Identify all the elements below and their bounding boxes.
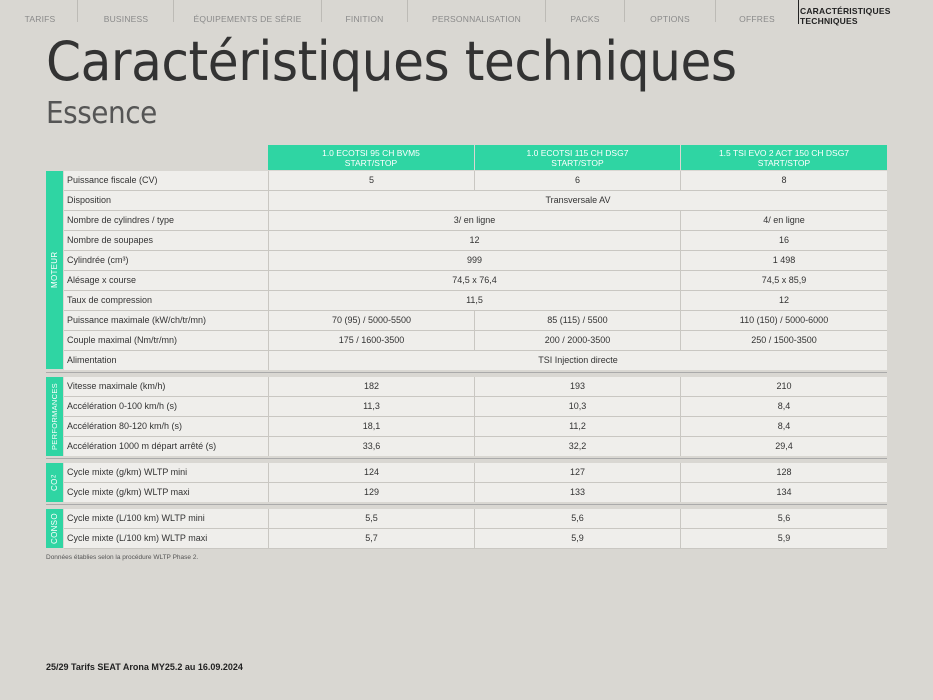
table-cell: 128 <box>680 463 887 482</box>
table-cell: 11,2 <box>474 417 680 436</box>
page-title: Caractéristiques techniques <box>46 30 737 93</box>
table-row <box>64 191 887 210</box>
row-label: Cycle mixte (g/km) WLTP maxi <box>67 487 190 497</box>
table-row <box>64 483 887 502</box>
column-header-3-line1: 1.5 TSI EVO 2 ACT 150 CH DSG7 <box>718 147 850 158</box>
table-cell: 74,5 x 76,4 <box>268 271 680 290</box>
table-cell: 133 <box>474 483 680 502</box>
table-cell: 5,7 <box>268 529 474 548</box>
row-divider <box>64 548 887 549</box>
row-label: Accélération 80-120 km/h (s) <box>67 421 183 431</box>
table-row <box>64 463 887 482</box>
table-cell: 129 <box>268 483 474 502</box>
table-cell: 29,4 <box>680 437 887 456</box>
top-navigation <box>0 0 933 26</box>
table-cell: 182 <box>268 377 474 396</box>
row-label: Cylindrée (cm³) <box>67 255 129 265</box>
table-cell: 200 / 2000-3500 <box>474 331 680 350</box>
table-cell: 5,9 <box>680 529 887 548</box>
table-cell: 11,5 <box>268 291 680 310</box>
row-label: Alésage x course <box>67 275 137 285</box>
row-label: Vitesse maximale (km/h) <box>67 381 166 391</box>
table-cell: 5 <box>268 171 474 190</box>
nav-tab-personnalisation[interactable]: PERSONNALISATION <box>431 14 521 24</box>
row-label: Nombre de cylindres / type <box>67 215 175 225</box>
nav-tab-offres[interactable]: OFFRES <box>739 14 775 24</box>
row-label: Accélération 1000 m départ arrêté (s) <box>67 441 217 451</box>
table-cell: 8,4 <box>680 397 887 416</box>
row-label: Nombre de soupapes <box>67 235 154 245</box>
group-label-conso: CONSO <box>50 513 59 544</box>
column-header-2 <box>475 145 680 170</box>
column-header-3 <box>681 145 887 170</box>
table-cell: 12 <box>268 231 680 250</box>
row-label: Disposition <box>67 195 112 205</box>
nav-tab-finition[interactable]: FINITION <box>345 14 384 24</box>
table-cell: 85 (115) / 5500 <box>474 311 680 330</box>
nav-tab-business[interactable]: BUSINESS <box>103 14 149 24</box>
table-cell: 3/ en ligne <box>268 211 680 230</box>
nav-tab-tarifs[interactable]: TARIFS <box>24 14 56 24</box>
row-label: Accélération 0-100 km/h (s) <box>67 401 178 411</box>
group-label-co2: CO 2 <box>50 474 59 491</box>
table-cell: 74,5 x 85,9 <box>680 271 887 290</box>
row-label: Puissance maximale (kW/ch/tr/mn) <box>67 315 207 325</box>
table-cell: 4/ en ligne <box>680 211 887 230</box>
table-cell: 32,2 <box>474 437 680 456</box>
group-label-performances: PERFORMANCES <box>50 383 59 450</box>
co2-subscript: 2 <box>51 474 58 479</box>
row-label: Alimentation <box>67 355 117 365</box>
table-row <box>64 211 887 230</box>
table-cell: 12 <box>680 291 887 310</box>
table-cell: 33,6 <box>268 437 474 456</box>
table-row <box>64 351 887 370</box>
table-cell: 193 <box>474 377 680 396</box>
table-cell: 134 <box>680 483 887 502</box>
row-label: Cycle mixte (L/100 km) WLTP maxi <box>67 533 208 543</box>
page-subtitle: Essence <box>46 96 157 131</box>
table-row <box>64 271 887 290</box>
table-cell: 175 / 1600-3500 <box>268 331 474 350</box>
table-cell: 250 / 1500-3500 <box>680 331 887 350</box>
table-row <box>64 529 887 548</box>
group-label-moteur: MOTEUR <box>50 251 59 289</box>
nav-active-line2: TECHNIQUES <box>800 15 858 26</box>
table-cell: 70 (95) / 5000-5500 <box>268 311 474 330</box>
nav-tab-equipements[interactable]: ÉQUIPEMENTS DE SÉRIE <box>193 14 302 24</box>
table-row <box>64 377 887 396</box>
table-cell: 5,9 <box>474 529 680 548</box>
table-row <box>64 171 887 190</box>
table-row <box>64 291 887 310</box>
table-row <box>64 331 887 350</box>
column-header-2-line1: 1.0 ECOTSI 115 CH DSG7 <box>526 147 629 158</box>
page-footer: 25/29 Tarifs SEAT Arona MY25.2 au 16.09.2024 <box>46 662 243 672</box>
table-cell: 16 <box>680 231 887 250</box>
table-cell: TSI Injection directe <box>268 351 887 370</box>
table-cell: 5,5 <box>268 509 474 528</box>
table-cell: 5,6 <box>474 509 680 528</box>
table-cell: 11,3 <box>268 397 474 416</box>
row-label: Couple maximal (Nm/tr/mn) <box>67 335 178 345</box>
row-label: Taux de compression <box>67 295 153 305</box>
row-label: Puissance fiscale (CV) <box>67 175 158 185</box>
table-cell: 18,1 <box>268 417 474 436</box>
column-header-2-line2: START/STOP <box>551 157 604 168</box>
table-row <box>64 397 887 416</box>
table-cell: 8,4 <box>680 417 887 436</box>
table-cell: 124 <box>268 463 474 482</box>
column-header-1-line2: START/STOP <box>344 157 398 168</box>
column-header-3-line2: START/STOP <box>757 157 811 168</box>
table-cell: 999 <box>268 251 680 270</box>
table-cell: 10,3 <box>474 397 680 416</box>
table-row <box>64 509 887 528</box>
nav-tab-options[interactable]: OPTIONS <box>650 14 690 24</box>
group-divider <box>46 372 887 373</box>
table-row <box>64 311 887 330</box>
table-row <box>64 231 887 250</box>
row-label: Cycle mixte (L/100 km) WLTP mini <box>67 513 205 523</box>
group-divider <box>46 458 887 459</box>
table-cell: 110 (150) / 5000-6000 <box>680 311 887 330</box>
row-label: Cycle mixte (g/km) WLTP mini <box>67 467 188 477</box>
nav-tab-caracteristiques[interactable] <box>800 0 933 26</box>
column-header-1 <box>268 145 474 170</box>
table-cell: 8 <box>680 171 887 190</box>
table-cell: Transversale AV <box>268 191 887 210</box>
nav-separator-active <box>798 0 799 24</box>
table-cell: 210 <box>680 377 887 396</box>
table-cell: 5,6 <box>680 509 887 528</box>
nav-active-line1: CARACTÉRISTIQUES <box>800 5 891 16</box>
column-header-1-line1: 1.0 ECOTSI 95 CH BVM5 <box>322 147 420 158</box>
table-cell: 6 <box>474 171 680 190</box>
table-row <box>64 417 887 436</box>
footnote: Données établies selon la procédure WLTP Phase 2. <box>46 554 199 561</box>
table-row <box>64 251 887 270</box>
table-row <box>64 437 887 456</box>
nav-tab-packs[interactable]: PACKS <box>570 14 600 24</box>
group-divider <box>46 504 887 505</box>
table-cell: 127 <box>474 463 680 482</box>
table-cell: 1 498 <box>680 251 887 270</box>
